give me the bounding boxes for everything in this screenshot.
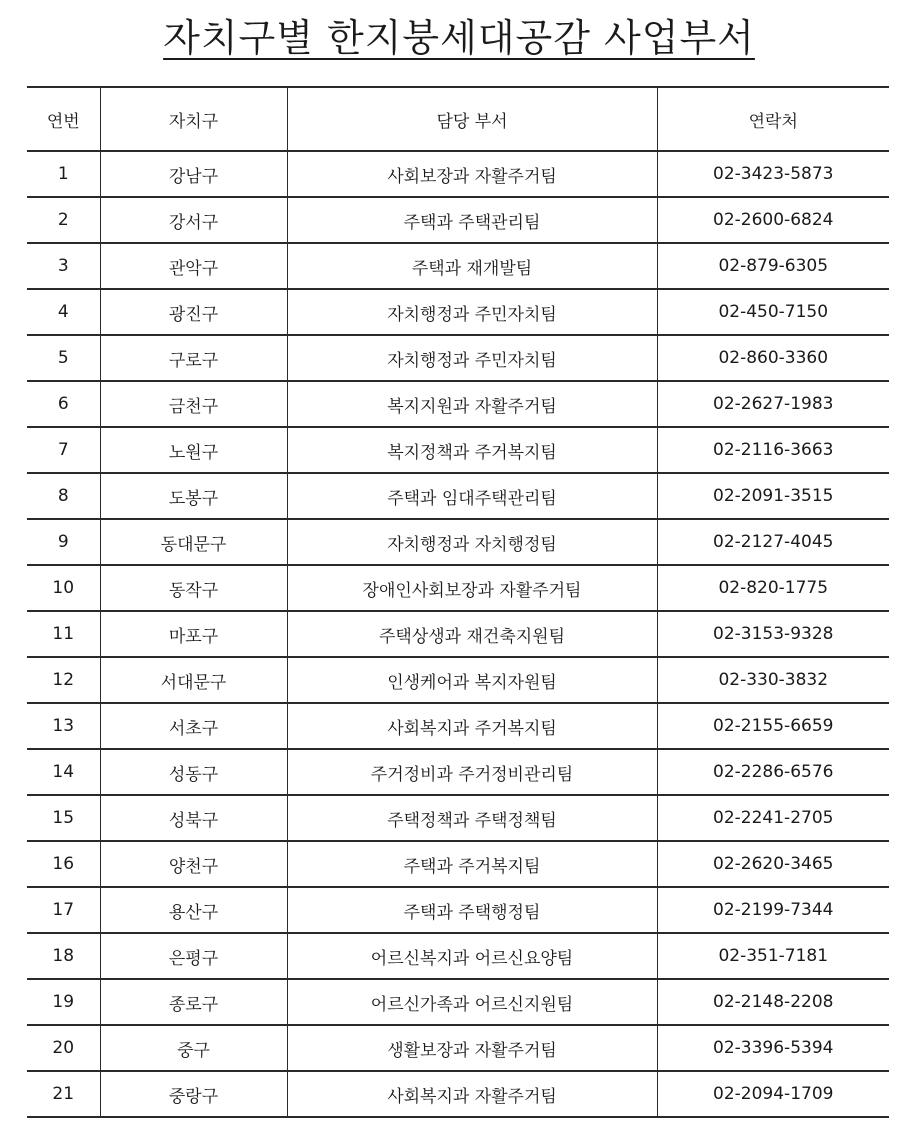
cell-department: 주택정책과 주택정책팀	[287, 795, 657, 841]
table-row	[27, 151, 889, 197]
cell-contact: 02-450-7150	[657, 289, 889, 335]
cell-number: 6	[27, 381, 100, 427]
cell-department: 자치행정과 주민자치팀	[287, 289, 657, 335]
cell-district: 성북구	[100, 795, 287, 841]
cell-number: 15	[27, 795, 100, 841]
table-row	[27, 243, 889, 289]
cell-number: 21	[27, 1071, 100, 1117]
cell-contact: 02-3396-5394	[657, 1025, 889, 1071]
cell-district: 성동구	[100, 749, 287, 795]
cell-number: 13	[27, 703, 100, 749]
cell-contact: 02-2627-1983	[657, 381, 889, 427]
cell-department: 주택과 임대주택관리팀	[287, 473, 657, 519]
table-row	[27, 795, 889, 841]
cell-district: 종로구	[100, 979, 287, 1025]
cell-district: 강남구	[100, 151, 287, 197]
table-row	[27, 335, 889, 381]
cell-district: 서초구	[100, 703, 287, 749]
cell-department: 복지정책과 주거복지팀	[287, 427, 657, 473]
table-row	[27, 565, 889, 611]
cell-district: 광진구	[100, 289, 287, 335]
cell-contact: 02-2241-2705	[657, 795, 889, 841]
cell-number: 17	[27, 887, 100, 933]
table-row	[27, 197, 889, 243]
cell-district: 동대문구	[100, 519, 287, 565]
cell-department: 어르신복지과 어르신요양팀	[287, 933, 657, 979]
cell-number: 18	[27, 933, 100, 979]
cell-number: 16	[27, 841, 100, 887]
cell-district: 강서구	[100, 197, 287, 243]
cell-district: 마포구	[100, 611, 287, 657]
cell-contact: 02-820-1775	[657, 565, 889, 611]
table-row	[27, 381, 889, 427]
cell-department: 장애인사회보장과 자활주거팀	[287, 565, 657, 611]
table-row	[27, 749, 889, 795]
cell-department: 사회복지과 자활주거팀	[287, 1071, 657, 1117]
cell-number: 8	[27, 473, 100, 519]
table-row	[27, 933, 889, 979]
header-district: 자치구	[100, 87, 287, 151]
cell-department: 주택과 재개발팀	[287, 243, 657, 289]
header-number: 연번	[27, 87, 100, 151]
page-title: 자치구별 한지붕세대공감 사업부서	[163, 16, 755, 60]
cell-contact: 02-860-3360	[657, 335, 889, 381]
header-department: 담당 부서	[287, 87, 657, 151]
cell-district: 은평구	[100, 933, 287, 979]
cell-department: 어르신가족과 어르신지원팀	[287, 979, 657, 1025]
department-table	[27, 86, 889, 1118]
table-row	[27, 427, 889, 473]
cell-contact: 02-2620-3465	[657, 841, 889, 887]
cell-number: 14	[27, 749, 100, 795]
cell-number: 19	[27, 979, 100, 1025]
cell-district: 노원구	[100, 427, 287, 473]
cell-district: 중구	[100, 1025, 287, 1071]
cell-district: 중랑구	[100, 1071, 287, 1117]
cell-contact: 02-2600-6824	[657, 197, 889, 243]
table-row	[27, 1071, 889, 1117]
cell-district: 도봉구	[100, 473, 287, 519]
cell-number: 9	[27, 519, 100, 565]
cell-department: 복지지원과 자활주거팀	[287, 381, 657, 427]
table-row	[27, 841, 889, 887]
cell-department: 주택과 주택관리팀	[287, 197, 657, 243]
cell-contact: 02-2286-6576	[657, 749, 889, 795]
cell-number: 1	[27, 151, 100, 197]
cell-district: 용산구	[100, 887, 287, 933]
cell-number: 2	[27, 197, 100, 243]
table-row	[27, 1025, 889, 1071]
table-row	[27, 703, 889, 749]
cell-department: 인생케어과 복지자원팀	[287, 657, 657, 703]
cell-number: 11	[27, 611, 100, 657]
cell-contact: 02-3423-5873	[657, 151, 889, 197]
cell-number: 20	[27, 1025, 100, 1071]
cell-number: 7	[27, 427, 100, 473]
cell-district: 관악구	[100, 243, 287, 289]
cell-district: 구로구	[100, 335, 287, 381]
cell-contact: 02-2199-7344	[657, 887, 889, 933]
cell-district: 동작구	[100, 565, 287, 611]
table-row	[27, 657, 889, 703]
table-header-row	[27, 87, 889, 151]
cell-contact: 02-2148-2208	[657, 979, 889, 1025]
cell-number: 3	[27, 243, 100, 289]
table-row	[27, 289, 889, 335]
cell-contact: 02-2155-6659	[657, 703, 889, 749]
cell-district: 서대문구	[100, 657, 287, 703]
table-row	[27, 519, 889, 565]
table-body	[27, 151, 889, 1117]
cell-department: 자치행정과 자치행정팀	[287, 519, 657, 565]
cell-department: 생활보장과 자활주거팀	[287, 1025, 657, 1071]
cell-contact: 02-879-6305	[657, 243, 889, 289]
cell-contact: 02-330-3832	[657, 657, 889, 703]
cell-department: 사회보장과 자활주거팀	[287, 151, 657, 197]
cell-department: 주택과 주거복지팀	[287, 841, 657, 887]
table-row	[27, 611, 889, 657]
cell-department: 자치행정과 주민자치팀	[287, 335, 657, 381]
cell-district: 양천구	[100, 841, 287, 887]
cell-district: 금천구	[100, 381, 287, 427]
cell-contact: 02-2127-4045	[657, 519, 889, 565]
cell-contact: 02-2116-3663	[657, 427, 889, 473]
cell-contact: 02-351-7181	[657, 933, 889, 979]
cell-number: 4	[27, 289, 100, 335]
header-contact: 연락처	[657, 87, 889, 151]
table-row	[27, 887, 889, 933]
cell-department: 주택과 주택행정팀	[287, 887, 657, 933]
cell-contact: 02-3153-9328	[657, 611, 889, 657]
cell-number: 5	[27, 335, 100, 381]
table-row	[27, 979, 889, 1025]
table-row	[27, 473, 889, 519]
cell-department: 주거정비과 주거정비관리팀	[287, 749, 657, 795]
cell-contact: 02-2091-3515	[657, 473, 889, 519]
cell-department: 주택상생과 재건축지원팀	[287, 611, 657, 657]
cell-contact: 02-2094-1709	[657, 1071, 889, 1117]
cell-number: 10	[27, 565, 100, 611]
cell-department: 사회복지과 주거복지팀	[287, 703, 657, 749]
cell-number: 12	[27, 657, 100, 703]
